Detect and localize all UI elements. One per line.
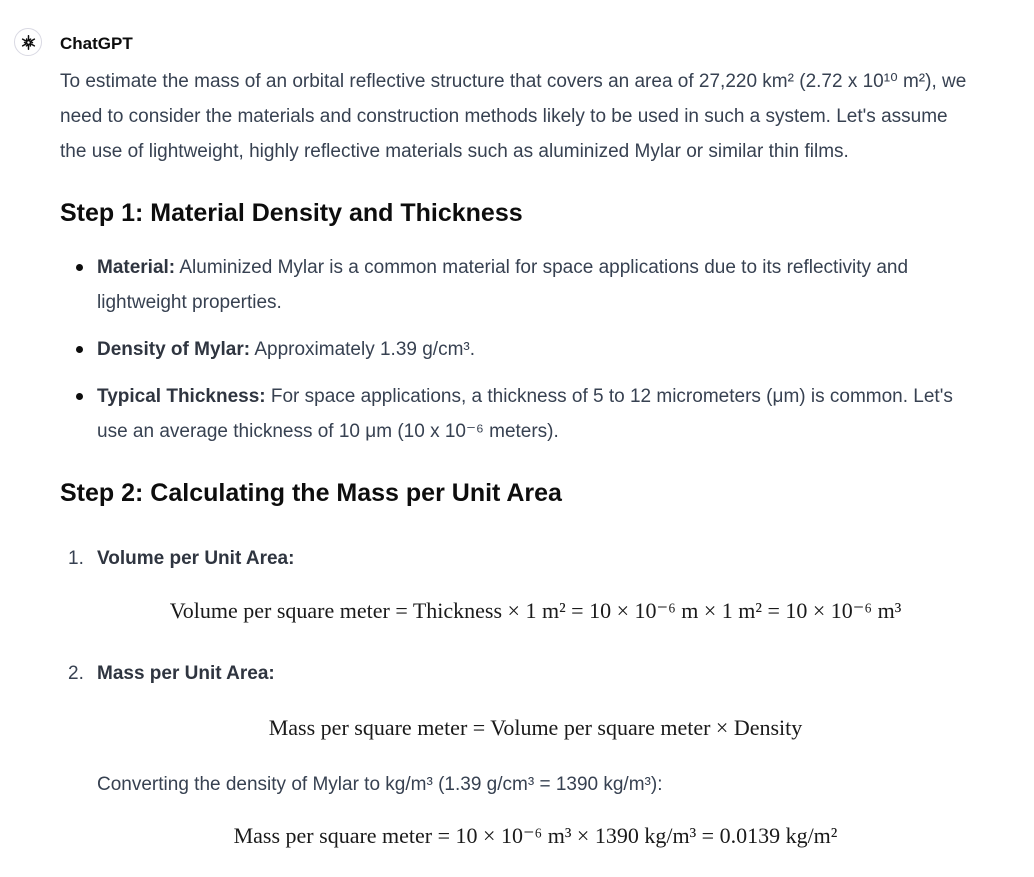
item-number: 1. bbox=[68, 548, 84, 569]
list-item bbox=[60, 541, 974, 632]
bullet-icon bbox=[76, 264, 83, 271]
step2-numbered-list bbox=[60, 541, 974, 857]
density-conversion-note: Converting the density of Mylar to kg/m³ (1.39 g/cm³ = 1390 kg/m³): bbox=[97, 774, 663, 795]
formula-mass-result: Mass per square meter = 10 × 10⁻⁶ m³ × 1390 kg/m³ = 0.0139 kg/m² bbox=[233, 823, 838, 848]
bullet-text: For space applications, a thickness of 5 to 12 micrometers (μm) is common. Let's use an average thickness of 10 μm (10 x 10⁻⁶ meters). bbox=[97, 386, 953, 442]
list-item bbox=[60, 250, 974, 320]
bullet-label: Typical Thickness: bbox=[97, 386, 266, 407]
item-label: Volume per Unit Area: bbox=[97, 548, 295, 569]
formula-mass-per-unit-area: Mass per square meter = Volume per square meter × Density bbox=[268, 715, 803, 740]
bullet-icon bbox=[76, 346, 83, 353]
bullet-text: Aluminized Mylar is a common material for space applications due to its reflectivity and lightweight properties. bbox=[97, 257, 909, 313]
formula-volume-per-unit-area: Volume per square meter = Thickness × 1 m² = 10 × 10⁻⁶ m × 1 m² = 10 × 10⁻⁶ m³ bbox=[169, 598, 902, 623]
step1-bullet-list bbox=[60, 250, 974, 449]
chatgpt-avatar bbox=[14, 28, 42, 56]
item-number: 2. bbox=[68, 663, 84, 684]
intro-paragraph: To estimate the mass of an orbital reflective structure that covers an area of 27,220 km² (2.72 x 10¹⁰ m²), we need to consider the materials and construction methods likely to be used in such a system. Let's assume the use of lightweight, highly reflective materials such as aluminized Mylar or similar thin films. bbox=[60, 71, 967, 162]
step2-heading: Step 2: Calculating the Mass per Unit Area bbox=[60, 479, 562, 507]
bullet-icon bbox=[76, 393, 83, 400]
list-item bbox=[60, 332, 974, 367]
openai-logo-icon bbox=[20, 34, 37, 51]
bullet-label: Density of Mylar: bbox=[97, 339, 251, 360]
list-item bbox=[60, 379, 974, 449]
bullet-text: Approximately 1.39 g/cm³. bbox=[250, 339, 476, 360]
step1-heading: Step 1: Material Density and Thickness bbox=[60, 199, 523, 227]
bullet-label: Material: bbox=[97, 257, 176, 278]
item-label: Mass per Unit Area: bbox=[97, 663, 275, 684]
sender-name: ChatGPT bbox=[60, 34, 133, 53]
list-item bbox=[60, 656, 974, 857]
